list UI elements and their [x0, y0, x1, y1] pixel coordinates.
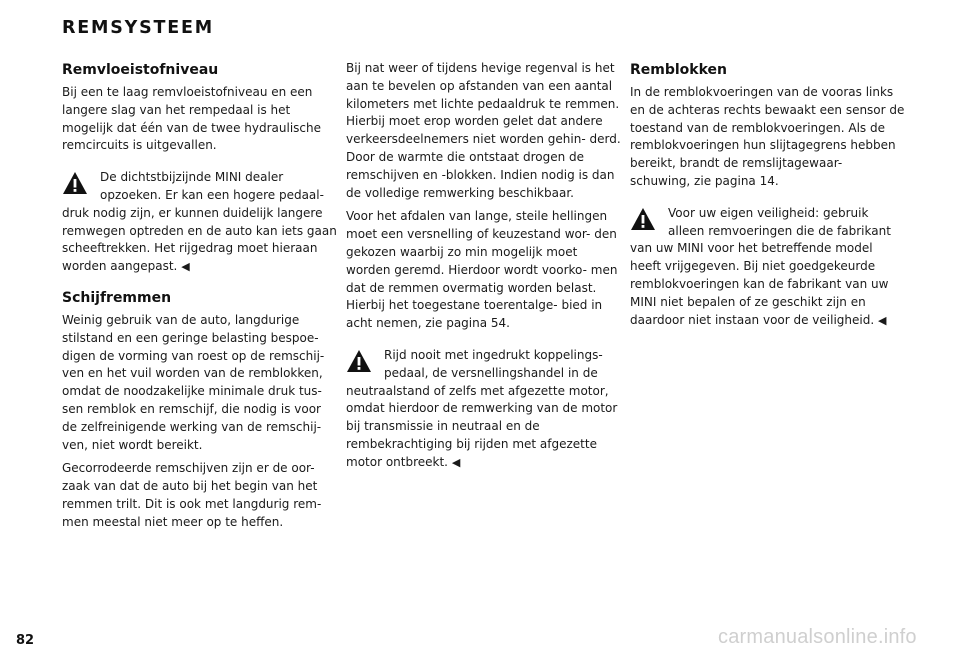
watermark: carmanualsonline.info — [718, 626, 917, 648]
section-title: REMSYSTEEM — [62, 18, 214, 38]
heading-remblokken: Remblokken — [630, 62, 728, 78]
right-column — [630, 60, 905, 339]
warning-block — [630, 205, 905, 330]
warning-triangle-icon — [630, 207, 656, 231]
left-column — [62, 60, 337, 538]
paragraph: Bij nat weer of tijdens hevige regenval is het aan te bevelen op afstanden van een aantal kilometers met lichte pedaaldruk te remmen. Hierbij moet erop worden gelet dat andere verkeersdeelnemers niet worden gehin- derd. Door de warmte die ontstaat drogen de remschijven en -blokken. Indien nodig is dan de volledige remwerking beschikbaar. — [346, 61, 621, 200]
paragraph: Weinig gebruik van de auto, langdurige stilstand en een geringe belasting bespoe- digen de vorming van roest op de remschij- ven en het vuil worden van de remblokken, omdat de noodzakelijke minimale druk tus- sen remblok en remschijf, die nodig is voor de zelfreinigende werking van de remschij- ven, niet wordt bereikt. — [62, 312, 325, 452]
warning-block — [346, 347, 621, 472]
end-mark-icon: ◀ — [451, 455, 461, 469]
warning-triangle-icon — [62, 171, 88, 195]
warning-block — [62, 169, 337, 276]
warning-text: Voor uw eigen veiligheid: gebruik alleen remvoeringen die de fabrikant van uw MINI voor het betreffende model heeft vrijgegeven. Bij niet goedgekeurde remblokvoeringen kan de fabrikant van uw MINI niet bepalen of ze geschikt zijn en daardoor niet instaan voor de veiligheid. — [630, 205, 891, 327]
page-number: 82 — [16, 633, 35, 648]
warning-text: De dichtstbijzijnde MINI dealer opzoeken. Er kan een hogere pedaal- druk nodig zijn, er kunnen duidelijk langere remwegen optreden en de auto kan iets gaan scheeftrekken. Het rijgedrag moet hieraan worden aangepast. — [62, 170, 337, 274]
paragraph: Voor het afdalen van lange, steile hellingen moet een versnelling of keuzestand wor- den gekozen waarbij zo min mogelijk moet worden geremd. Hierdoor wordt voorko- men dat de remmen overmatig worden belast. Hierbij het toegestane toerentalge- bied in acht nemen, zie pagina 54. — [346, 209, 618, 331]
heading-schijfremmen: Schijfremmen — [62, 289, 172, 306]
middle-column — [346, 60, 621, 482]
paragraph: Bij een te laag remvloeistofniveau en een langere slag van het rempedaal is het mogelijk dat één van de twee hydraulische remcircuits is uitgevallen. — [62, 85, 321, 153]
heading-remvloeistofniveau: Remvloeistofniveau — [62, 62, 219, 78]
warning-text: Rijd nooit met ingedrukt koppelings- pedaal, de versnellingshandel in de neutraalstand of zelfs met afgezette motor, omdat hierdoor de remwerking van de motor bij transmissie in neutraal en de rembekrachtiging bij rijden met afgezette motor ontbreekt. — [346, 347, 618, 469]
warning-triangle-icon — [346, 349, 372, 373]
end-mark-icon: ◀ — [181, 260, 190, 274]
paragraph: In de remblokvoeringen van de vooras links en de achteras rechts bewaakt een sensor de toestand van de remblokvoeringen. Als de remblokvoeringen hun slijtagegrens hebben bereikt, brandt de remslijtagewaar- schuwing, zie pagina 14. — [630, 85, 905, 188]
paragraph: Gecorrodeerde remschijven zijn er de oor- zaak van dat de auto bij het begin van het remmen trilt. Dit is ook met langdurig rem- men meestal niet meer op te heffen. — [62, 461, 322, 529]
end-mark-icon: ◀ — [878, 313, 887, 327]
